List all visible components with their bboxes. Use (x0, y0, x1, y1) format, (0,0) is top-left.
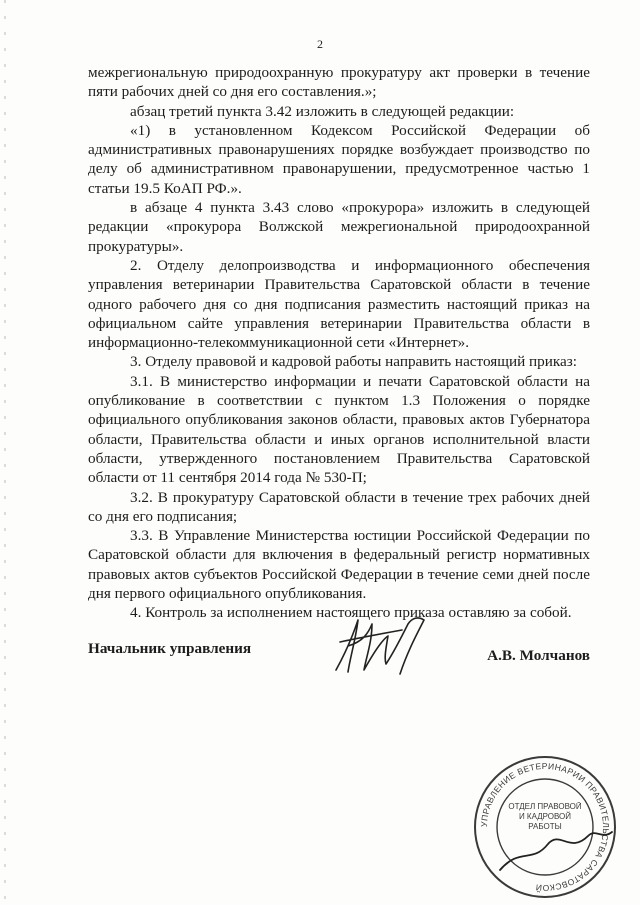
paragraph-6: 3. Отделу правовой и кадровой работы направить настоящий приказ: (130, 353, 577, 371)
paragraph-7: 3.1. В министерство информации и печати Саратовской области на опубликование в соответствии с пунктом 1.3 Положения о порядке официального опубликования законов области, правовых актов Губернатора области, Правительства области и иных органов исполнительной власти области, утвержденного постановлением Правительства Саратовской области от 11 сентября 2014 года № 530-П; (88, 372, 590, 487)
scan-edge-marks (4, 0, 6, 905)
paragraph-2: абзац третий пункта 3.42 изложить в следующей редакции: (130, 102, 515, 120)
handwritten-signature (328, 612, 438, 682)
document-body (88, 63, 590, 623)
signature-block (88, 634, 590, 674)
stamp-center-text: ОТДЕЛ ПРАВОВОЙ И КАДРОВОЙ РАБОТЫ (508, 802, 582, 831)
signatory-title: Начальник управления (88, 640, 252, 657)
paragraph-1: межрегиональную природоохранную прокуратуру акт проверки в течение пяти рабочих дней со дня его составления.»; (88, 64, 590, 101)
paragraph-9: 3.3. В Управление Министерства юстиции Российской Федерации по Саратовской области для включения в федеральный регистр нормативных правовых актов субъектов Российской Федерации в течение семи дней после дня первого официального опубликования. (88, 527, 590, 603)
paragraph-10: 4. Контроль за исполнением настоящего приказа оставляю за собой. (130, 604, 572, 622)
stamp-ring-text: УПРАВЛЕНИЕ ВЕТЕРИНАРИИ ПРАВИТЕЛЬСТВА САРАТОВСКОЙ (478, 760, 612, 894)
page-number: 2 (317, 37, 323, 51)
paragraph-3: «1) в установленном Кодексом Российской Федерации об административных правонарушениях порядке возбуждает производство по делу об административном правонарушении, предусмотренное частью 1 статьи 19.5 КоАП РФ.». (88, 121, 590, 197)
official-stamp (470, 752, 620, 902)
paragraph-8: 3.2. В прокуратуру Саратовской области в течение трех рабочих дней со дня его подписания; (88, 488, 590, 525)
paragraph-5: 2. Отделу делопроизводства и информационного обеспечения управления ветеринарии Правительства Саратовской области в течение одного рабочего дня со дня подписания разместить настоящий приказ на официальном сайте управления ветеринарии Правительства области в информационно-телекоммуникационной сети «Интернет». (88, 256, 590, 352)
paragraph-4: в абзаце 4 пункта 3.43 слово «прокурора» изложить в следующей редакции «прокурора Волжской межрегиональной природоохранной прокуратуры». (88, 199, 590, 255)
signatory-name: А.В. Молчанов (487, 647, 590, 664)
